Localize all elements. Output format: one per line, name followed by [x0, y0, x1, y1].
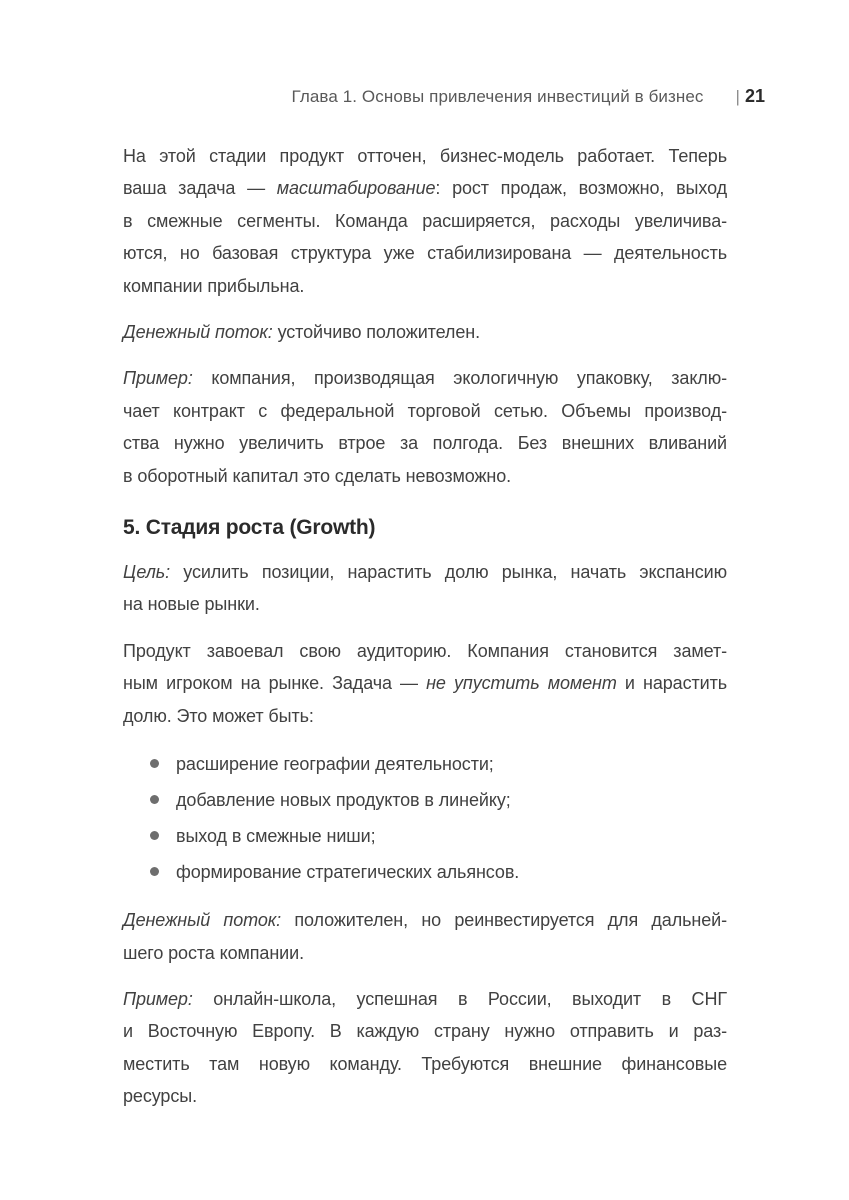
- bullet-dot-icon: [150, 759, 159, 768]
- text-line: [123, 1015, 727, 1047]
- list-item: [123, 854, 727, 890]
- text-line: [123, 237, 727, 269]
- text-line: [123, 172, 727, 204]
- paragraph: [123, 140, 727, 302]
- bullet-dot-icon: [150, 831, 159, 840]
- list-item-text: добавление новых продуктов в линейку;: [176, 790, 511, 811]
- list-item: [123, 818, 727, 854]
- running-head: [291, 86, 765, 107]
- text-line: [123, 460, 727, 492]
- text-line: [123, 556, 727, 588]
- paragraph: [123, 904, 727, 969]
- bullet-dot-icon: [150, 867, 159, 876]
- text-run: Продукт завоевал свою аудиторию. Компания становится замет-: [123, 640, 727, 661]
- text-line: [123, 983, 727, 1015]
- header-separator: |: [735, 87, 740, 106]
- body-text-column: [123, 140, 727, 1127]
- italic-text-run: Денежный поток:: [123, 910, 282, 931]
- list-item-text: выход в смежные ниши;: [176, 826, 376, 847]
- text-run: онлайн-школа, успешная в России, выходит в СНГ: [192, 988, 727, 1009]
- paragraph: [123, 316, 727, 348]
- italic-text-run: не упустить момент: [426, 673, 617, 694]
- text-run: ваша задача —: [123, 178, 277, 199]
- text-run: чает контракт с федеральной торговой сетью. Объемы производ-: [123, 400, 727, 421]
- text-line: [123, 427, 727, 459]
- text-line: [123, 270, 727, 302]
- text-run: усилить позиции, нарастить долю рынка, начать экспансию: [170, 562, 727, 583]
- text-run: : рост продаж, возможно, выход: [435, 178, 727, 199]
- text-line: [123, 1080, 727, 1112]
- text-run: шего роста компании.: [123, 942, 304, 963]
- text-run: ства нужно увеличить втрое за полгода. Без внешних вливаний: [123, 433, 727, 454]
- text-run: в оборотный капитал это сделать невозможно.: [123, 465, 512, 486]
- text-line: [123, 362, 727, 394]
- list-item-text: расширение географии деятельности;: [176, 754, 494, 775]
- text-run: и Восточную Европу. В каждую страну нужно отправить и раз-: [123, 1021, 727, 1042]
- text-line: [123, 700, 727, 732]
- bullet-list: [123, 746, 727, 890]
- section-heading: 5. Стадия роста (Growth): [123, 516, 376, 540]
- italic-text-run: Денежный поток:: [123, 322, 273, 343]
- text-run: устойчиво положителен.: [272, 322, 480, 343]
- text-line: [123, 635, 727, 667]
- text-run: компания, производящая экологичную упаковку, заклю-: [192, 368, 727, 389]
- text-run: ются, но базовая структура уже стабилизирована — деятельность: [123, 243, 727, 264]
- text-line: [123, 667, 727, 699]
- italic-text-run: Пример:: [123, 988, 193, 1009]
- italic-text-run: Цель:: [123, 562, 171, 583]
- italic-text-run: масштабирование: [276, 178, 436, 199]
- list-item: [123, 782, 727, 818]
- italic-text-run: Пример:: [123, 368, 193, 389]
- text-line: [123, 1048, 727, 1080]
- text-line: [123, 205, 727, 237]
- text-run: положителен, но реинвестируется для дальней-: [281, 910, 727, 931]
- bullet-dot-icon: [150, 795, 159, 804]
- text-run: ным игроком на рынке. Задача —: [123, 673, 427, 694]
- text-line: [123, 904, 727, 936]
- paragraph: [123, 556, 727, 621]
- list-item: [123, 746, 727, 782]
- paragraph: [123, 635, 727, 732]
- text-run: ресурсы.: [123, 1086, 197, 1107]
- text-run: местить там новую команду. Требуются внешние финансовые: [123, 1053, 727, 1074]
- text-line: [123, 937, 727, 969]
- text-run: долю. Это может быть:: [123, 705, 314, 726]
- text-run: и нарастить: [616, 673, 727, 694]
- text-line: [123, 588, 727, 620]
- text-line: [123, 316, 727, 348]
- chapter-title: Глава 1. Основы привлечения инвестиций в бизнес: [291, 87, 704, 106]
- list-item-text: формирование стратегических альянсов.: [176, 862, 520, 883]
- text-run: на новые рынки.: [123, 594, 260, 615]
- text-line: [123, 140, 727, 172]
- page-number: 21: [744, 86, 765, 106]
- text-run: На этой стадии продукт отточен, бизнес-модель работает. Теперь: [123, 146, 727, 166]
- text-line: [123, 395, 727, 427]
- paragraph: [123, 983, 727, 1113]
- text-run: в смежные сегменты. Команда расширяется, расходы увеличива-: [123, 210, 727, 231]
- text-run: компании прибыльна.: [123, 275, 305, 296]
- paragraph: [123, 362, 727, 492]
